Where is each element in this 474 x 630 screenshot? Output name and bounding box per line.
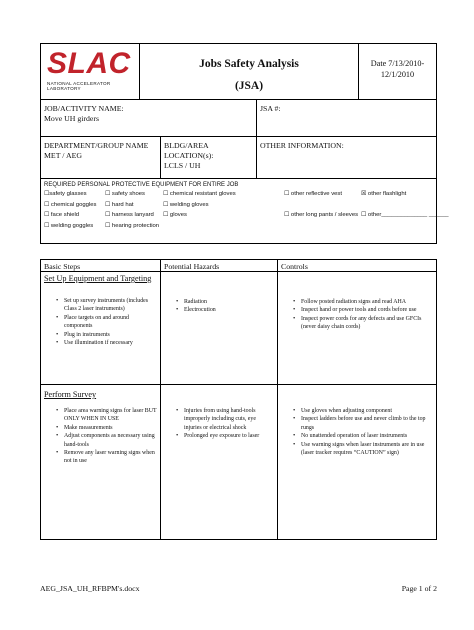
slac-logo — [41, 44, 140, 99]
header-row — [40, 43, 437, 100]
ppe-col-3 — [163, 191, 236, 223]
date-line-1: Date 7/13/2010- — [370, 59, 425, 68]
dept-value: MET / AEG — [44, 151, 82, 160]
steps-table — [40, 259, 437, 540]
ppe-col-5 — [361, 191, 449, 223]
list-item: • Plug in instruments — [44, 331, 157, 339]
other-info-label: OTHER INFORMATION: — [260, 141, 344, 150]
section-title: Set Up Equipment and Targeting — [44, 274, 152, 283]
job-activity-cell — [41, 100, 257, 136]
section-title: Perform Survey — [44, 390, 97, 399]
controls-cell — [278, 272, 436, 384]
doc-subtitle: (JSA) — [234, 80, 264, 92]
jsa-number-cell — [257, 100, 436, 136]
hazards-cell — [161, 385, 278, 539]
other-info-cell — [257, 137, 436, 178]
col-header-hazards: Potential Hazards — [161, 260, 278, 271]
job-activity-label: JOB/ACTIVITY NAME: — [44, 104, 124, 113]
table-header-row — [40, 259, 437, 272]
dept-cell — [41, 137, 161, 178]
ppe-col-2 — [105, 191, 159, 233]
list-item: • Radiation — [164, 298, 274, 306]
date-line-2: 12/1/2010 — [380, 70, 415, 79]
ppe-checkbox[interactable]: ☐ harness lanyard — [105, 212, 154, 218]
list-item: • Use gloves when adjusting component — [281, 407, 433, 415]
ppe-checkbox[interactable]: ☒ other flashlight — [361, 191, 407, 197]
list-item: • Place area warning signs for laser BUT ONLY WHEN IN USE — [44, 407, 157, 424]
doc-title: Jobs Safety Analysis — [199, 58, 299, 70]
footer-filename: AEG_JSA_UH_RFBPM's.docx — [40, 584, 140, 593]
ppe-checkbox[interactable]: ☐ other long pants / sleeves — [284, 212, 359, 218]
ppe-heading: REQUIRED PERSONAL PROTECTIVE EQUIPMENT FOR ENTIRE JOB — [44, 182, 239, 188]
controls-cell — [278, 385, 436, 539]
ppe-checkbox[interactable]: ☐ chemical goggles — [44, 201, 97, 208]
footer-page-number: Page 1 of 2 — [401, 584, 437, 593]
ppe-col-4 — [284, 191, 358, 223]
job-row — [40, 100, 437, 137]
ppe-checkbox[interactable]: ☐ face shield — [44, 212, 80, 218]
list-item: • Set up survey instruments (includes Class 2 laser instruments) — [44, 297, 157, 314]
steps-cell — [41, 272, 161, 384]
col-header-controls: Controls — [281, 262, 308, 271]
jsa-number-label: JSA #: — [260, 104, 281, 113]
ppe-checkbox[interactable]: ☐ hard hat — [105, 201, 134, 208]
bldg-value: LCLS / UH — [164, 161, 201, 170]
ppe-checkbox[interactable]: ☐ gloves — [163, 212, 187, 218]
jsa-page — [40, 43, 449, 540]
list-item: • Prolonged eye exposure to laser — [164, 432, 274, 440]
steps-cell — [41, 385, 161, 539]
dept-label: DEPARTMENT/GROUP NAME — [44, 141, 149, 150]
list-item: • Use warning signs when laser instruments are in use (laser tracker requires “CAUTION” sign) — [281, 441, 433, 458]
title-block — [140, 44, 359, 99]
list-item: • Adjust components as necessary using hand-tools — [44, 432, 157, 449]
list-item: • Make measurements — [44, 424, 157, 432]
ppe-checkbox[interactable]: ☐ welding goggles — [44, 222, 94, 229]
ppe-checkbox[interactable]: ☐ chemical resistant gloves — [163, 191, 236, 197]
list-item: • No unattended operation of laser instruments — [281, 432, 433, 440]
ppe-checkbox[interactable]: ☐ other reflective vest — [284, 191, 342, 197]
ppe-checkbox[interactable]: ☐ safety shoes — [105, 191, 145, 197]
list-item: • Use illumination if necessary — [44, 339, 157, 347]
list-item: • Inspect hand or power tools and cords before use — [281, 306, 433, 314]
list-item: • Electrocution — [164, 306, 274, 314]
list-item: • Remove any laser warning signs when not in use — [44, 449, 157, 466]
list-item: • Injuries from using hand-tools improperly including cuts, eye injuries or electrical shock — [164, 407, 274, 432]
ppe-col-1 — [44, 191, 96, 233]
ppe-checkbox[interactable]: ☐ welding gloves — [163, 201, 209, 208]
ppe-checkbox[interactable]: ☐ other______________ ______ — [361, 212, 449, 218]
table-row — [40, 385, 437, 540]
date-block — [359, 44, 436, 99]
logo-subtitle: NATIONAL ACCELERATOR LABORATORY — [47, 81, 111, 91]
dept-row — [40, 137, 437, 179]
list-item: • Place targets on and around components — [44, 314, 157, 331]
list-item: • Inspect ladders before use and never climb to the top rungs — [281, 415, 433, 432]
bldg-cell — [161, 137, 257, 178]
job-activity-value: Move UH girders — [44, 114, 100, 123]
logo-word: SLAC — [47, 47, 131, 80]
col-header-steps: Basic Steps — [41, 260, 161, 271]
table-row — [40, 272, 437, 385]
bldg-label: BLDG/AREA LOCATION(s): — [164, 141, 214, 160]
ppe-checkbox[interactable]: ☐ hearing protection — [105, 222, 160, 229]
hazards-cell — [161, 272, 278, 384]
list-item: • Follow posted radiation signs and read AHA — [281, 298, 433, 306]
list-item: • Inspect power cords for any defects and use GFCIs (never daisy chain cords) — [281, 315, 433, 332]
ppe-checkbox[interactable]: ☐safety glasses — [44, 191, 87, 197]
ppe-section — [40, 179, 449, 244]
